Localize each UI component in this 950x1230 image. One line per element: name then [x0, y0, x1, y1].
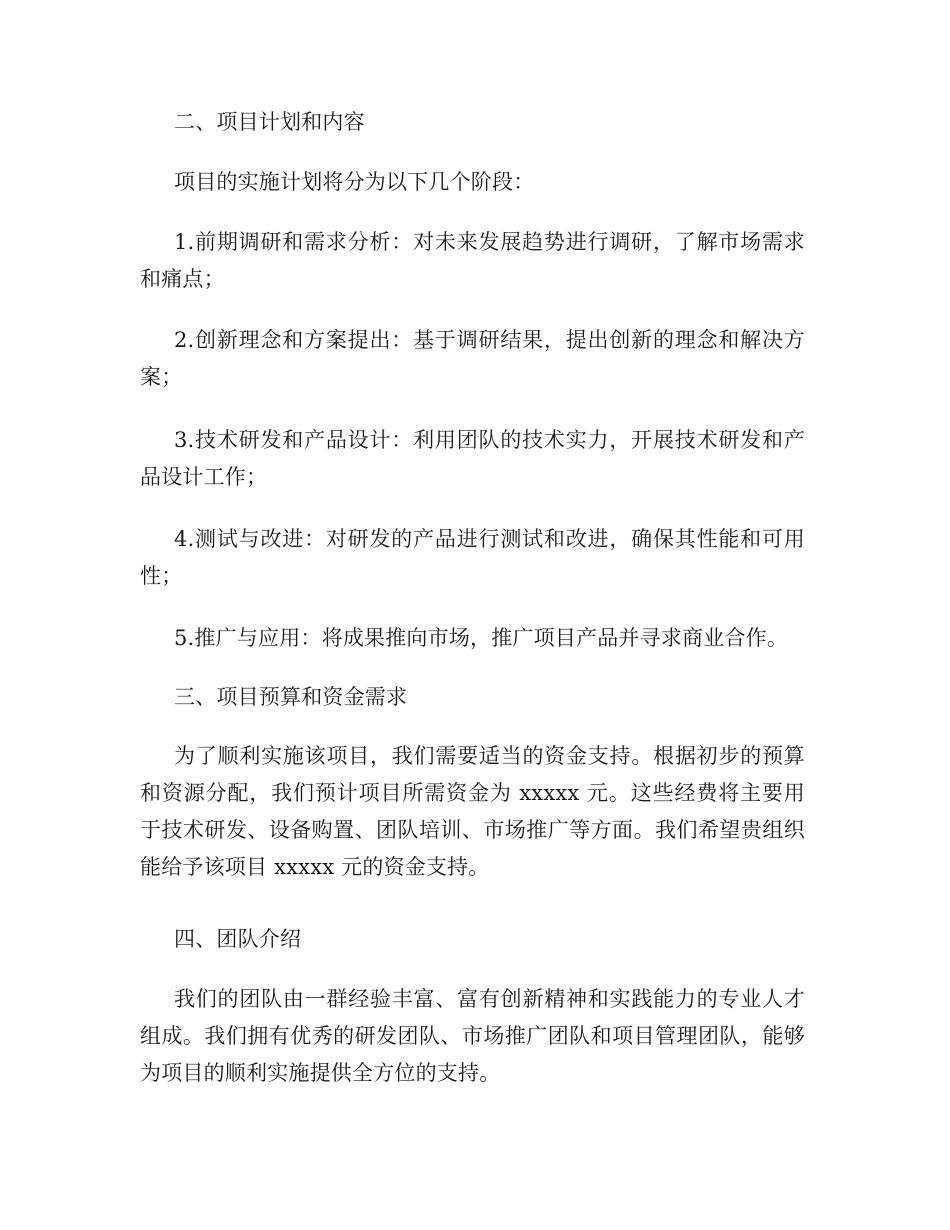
plan-intro-paragraph: 项目的实施计划将分为以下几个阶段： — [174, 170, 535, 194]
plan-step-2: 2.创新理念和方案提出：基于调研结果，提出创新的理念和解决方案； — [140, 328, 805, 389]
plan-step-5: 5.推广与应用：将成果推向市场，推广项目产品并寻求商业合作。 — [174, 626, 789, 650]
section-heading-project-plan: 二、项目计划和内容 — [174, 110, 365, 134]
plan-step-4: 4.测试与改进：对研发的产品进行测试和改进，确保其性能和可用性； — [140, 527, 805, 588]
budget-paragraph: 为了顺利实施该项目，我们需要适当的资金支持。根据初步的预算和资源分配，我们预计项目所需资金为 xxxxx 元。这些经费将主要用于技术研发、设备购置、团队培训、市场推广等方面。我们希望贵组织能给予该项目 xxxxx 元的资金支持。 — [140, 744, 805, 879]
plan-step-3: 3.技术研发和产品设计：利用团队的技术实力，开展技术研发和产品设计工作； — [140, 428, 805, 489]
team-paragraph: 我们的团队由一群经验丰富、富有创新精神和实践能力的专业人才组成。我们拥有优秀的研发团队、市场推广团队和项目管理团队，能够为项目的顺利实施提供全方位的支持。 — [140, 987, 805, 1085]
section-heading-team: 四、团队介绍 — [174, 927, 302, 951]
section-heading-budget: 三、项目预算和资金需求 — [174, 685, 408, 709]
plan-step-1: 1.前期调研和需求分析：对未来发展趋势进行调研，了解市场需求和痛点； — [140, 230, 805, 291]
document-page — [140, 0, 805, 1230]
